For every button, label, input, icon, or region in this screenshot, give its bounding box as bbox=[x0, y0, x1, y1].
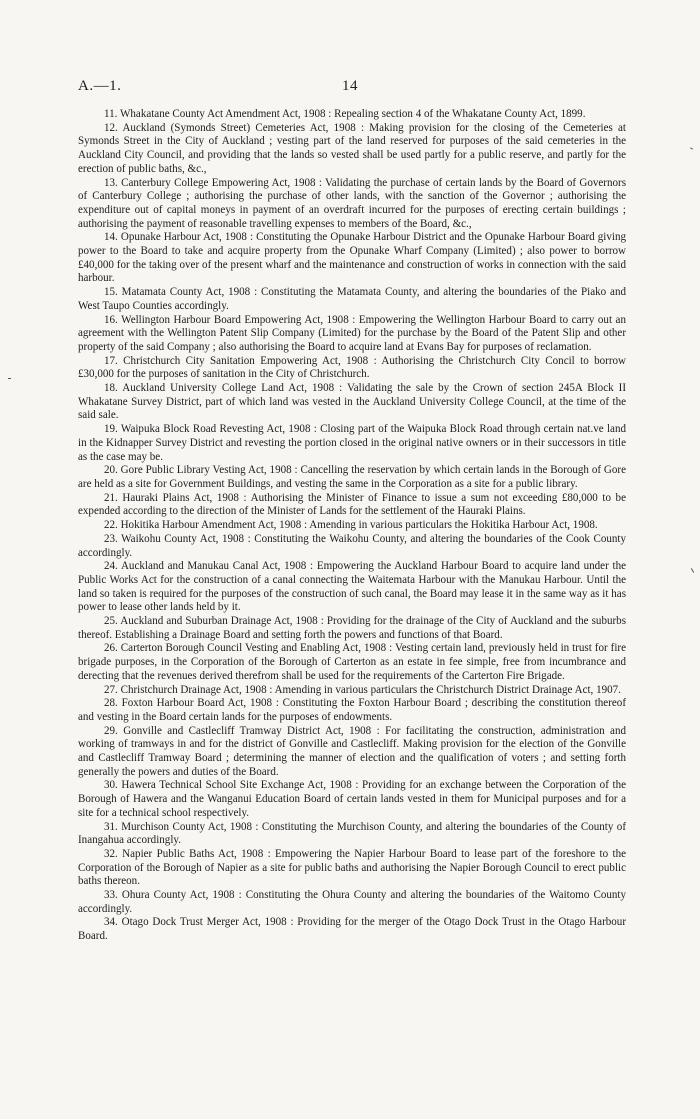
act-item-29: 29. Gonville and Castlecliff Tramway District Act, 1908 : For facilitating the construction, administration and working of tramways in and for the district of Gonville and Castlecliff. Making provision for the election of the Gonville and Castlecliff Tramway Board ; determining the manner of election and the qualification of voters ; and setting forth generally the powers and duties of the Board. bbox=[78, 724, 626, 778]
scan-speck bbox=[691, 568, 694, 573]
act-item-31: 31. Murchison County Act, 1908 : Constituting the Murchison County, and altering the boundaries of the County of Inangahua accordingly. bbox=[78, 820, 626, 847]
act-item-16: 16. Wellington Harbour Board Empowering Act, 1908 : Empowering the Wellington Harbour Board to carry out an agreement with the Wellington Patent Slip Company (Limited) for the purchase by the Board of the Patent Slip and other property of the said Company ; also authorising the Board to acquire land at Evans Bay for purposes of reclamation. bbox=[78, 313, 626, 353]
act-item-24: 24. Auckland and Manukau Canal Act, 1908 : Empowering the Auckland Harbour Board to acquire land under the Public Works Act for the construction of a canal connecting the Waitemata Harbour with the Manukau Harbour. Until the land so taken is required for the purposes of the construction of such canal, the Board may lease it in the same way as it has power to lease other lands held by it. bbox=[78, 560, 626, 614]
act-item-32: 32. Napier Public Baths Act, 1908 : Empowering the Napier Harbour Board to lease part of the foreshore to the Corporation of the Borough of Napier as a site for public baths and authorising the Napier Borough Council to erect public baths thereon. bbox=[78, 847, 626, 888]
page-header bbox=[78, 78, 626, 94]
act-item-27: 27. Christchurch Drainage Act, 1908 : Amending in various particulars the Christchurch District Drainage Act, 1907. bbox=[104, 683, 621, 696]
act-item-26: 26. Carterton Borough Council Vesting and Enabling Act, 1908 : Vesting certain land, previously held in trust for fire brigade purposes, in the Corporation of the Borough of Carterton as an estate in fee simple, free from incumbrance and derecting that the revenues derived therefrom shall be used for the requirements of the Carterton Fire Brigade. bbox=[78, 642, 626, 682]
scan-speck bbox=[690, 147, 693, 149]
act-item-23: 23. Waikohu County Act, 1908 : Constituting the Waikohu County, and altering the boundaries of the Cook County accordingly. bbox=[78, 532, 626, 559]
act-item-14: 14. Opunake Harbour Act, 1908 : Constituting the Opunake Harbour District and the Opunake Harbour Board giving power to the Board to take and acquire property from the Opunake Wharf Company (Limited) ; also power to borrow £40,000 for the taking over of the present wharf and the maintenance and construction of works in connection with the said harbour. bbox=[78, 231, 626, 285]
document-reference: A.—1. bbox=[78, 78, 122, 94]
scan-speck bbox=[8, 378, 11, 379]
act-item-13: 13. Canterbury College Empowering Act, 1908 : Validating the purchase of certain lands by the Board of Governors of Canterbury College ; authorising the purchase of other lands, with the sanction of the Governor ; authorising the expenditure out of capital moneys in payment of an overdraft incurred for the purposes of erecting certain buildings ; authorising the payment of reasonable travelling expenses to members of the Board, &c., bbox=[78, 176, 626, 230]
act-item-20: 20. Gore Public Library Vesting Act, 1908 : Cancelling the reservation by which certain lands in the Borough of Gore are held as a site for Government Buildings, and vesting the same in the Corporation as a site for a public library. bbox=[78, 464, 626, 490]
act-item-22: 22. Hokitika Harbour Amendment Act, 1908 : Amending in various particulars the Hokitika Harbour Act, 1908. bbox=[104, 519, 598, 532]
act-item-15: 15. Matamata County Act, 1908 : Constituting the Matamata County, and altering the boundaries of the Piako and West Taupo Counties accordingly. bbox=[78, 286, 626, 312]
act-item-21: 21. Hauraki Plains Act, 1908 : Authorising the Minister of Finance to issue a sum not exceeding £80,000 to be expended according to the direction of the Minister of Lands for the settlement of the Hauraki Plains. bbox=[78, 491, 626, 518]
act-list bbox=[78, 108, 626, 944]
act-item-17: 17. Christchurch City Sanitation Empowering Act, 1908 : Authorising the Christchurch City Concil to borrow £30,000 for the purposes of sanitation in the City of Christchurch. bbox=[78, 354, 626, 381]
act-item-30: 30. Hawera Technical School Site Exchange Act, 1908 : Providing for an exchange between the Corporation of the Borough of Hawera and the Wanganui Education Board of certain lands vested in them for Municipal purposes and for a site for a technical school respectively. bbox=[78, 779, 626, 819]
page-number: 14 bbox=[342, 78, 358, 94]
act-item-19: 19. Waipuka Block Road Revesting Act, 1908 : Closing part of the Waipuka Block Road through certain nat.ve land in the Kidnapper Survey District and revesting the portion closed in the original native owners or in their successors in title as the case may be. bbox=[78, 423, 626, 463]
act-item-28: 28. Foxton Harbour Board Act, 1908 : Constituting the Foxton Harbour Board ; describing the constitution thereof and vesting in the Board certain lands for the purposes of endowments. bbox=[78, 697, 626, 723]
act-item-34: 34. Otago Dock Trust Merger Act, 1908 : Providing for the merger of the Otago Dock Trust in the Otago Harbour Board. bbox=[78, 916, 626, 943]
act-item-33: 33. Ohura County Act, 1908 : Constituting the Ohura County and altering the boundaries of the Waitomo County accordingly. bbox=[78, 889, 626, 915]
act-item-18: 18. Auckland University College Land Act, 1908 : Validating the sale by the Crown of section 245A Block II Whakatane Survey District, part of which land was vested in the Auckland University College Council, at the time of the said sale. bbox=[78, 382, 626, 422]
act-item-11: 11. Whakatane County Act Amendment Act, 1908 : Repealing section 4 of the Whakatane County Act, 1899. bbox=[104, 108, 586, 120]
act-item-12: 12. Auckland (Symonds Street) Cemeteries Act, 1908 : Making provision for the closing of the Cemeteries at Symonds Street in the City of Auckland ; vesting part of the land reserved for purposes of the said cemeteries in the Auckland City Council, and providing that the lands so vested shall be used partly for a public reserve, and partly for the erection of public baths, &c., bbox=[78, 121, 626, 175]
act-item-25: 25. Auckland and Suburban Drainage Act, 1908 : Providing for the drainage of the City of Auckland and the suburbs thereof. Establishing a Drainage Board and setting forth the powers and functions of that Board. bbox=[78, 615, 626, 641]
